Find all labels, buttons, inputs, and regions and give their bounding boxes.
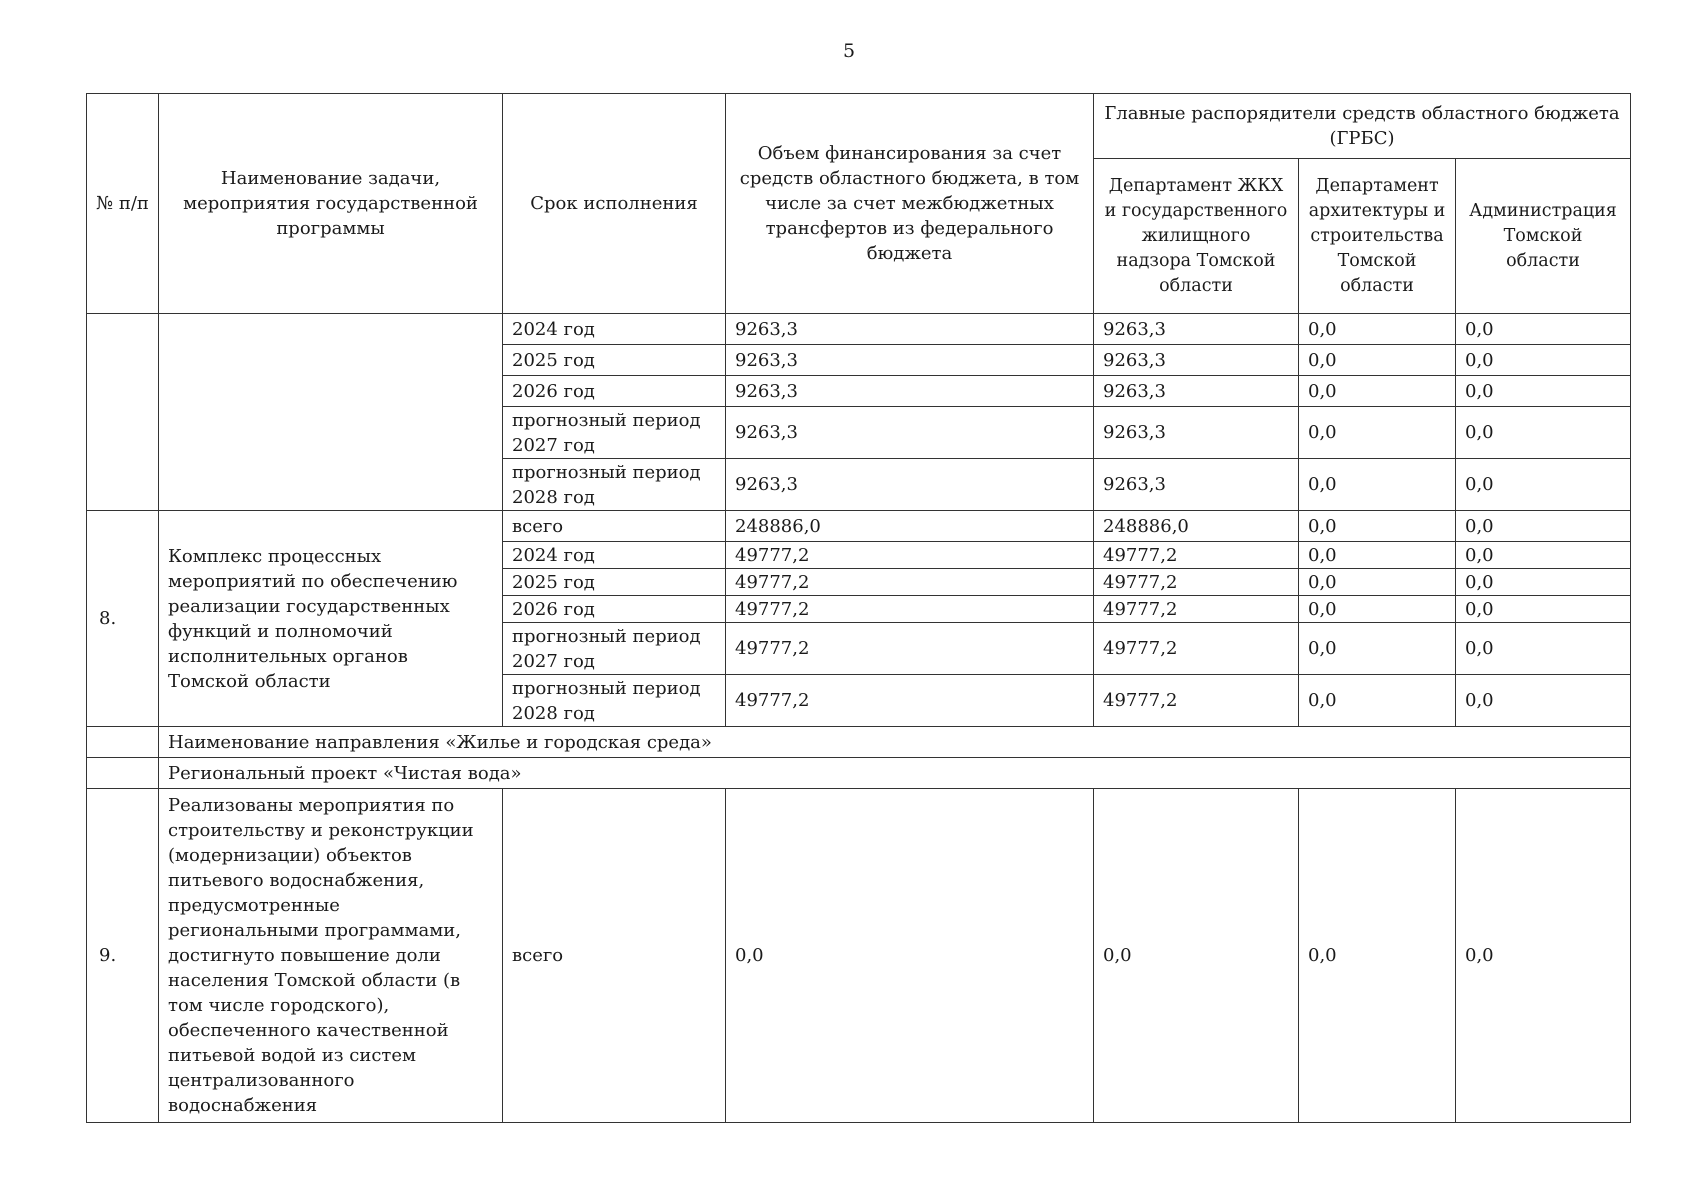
- project-row: [87, 758, 1631, 789]
- table-row: [87, 789, 1631, 1123]
- admin-cell: 0,0: [1456, 596, 1631, 623]
- volume-cell: 49777,2: [726, 596, 1094, 623]
- zhkh-cell: 49777,2: [1094, 596, 1299, 623]
- term-cell: 2025 год: [503, 569, 726, 596]
- arch-cell: 0,0: [1299, 345, 1456, 376]
- prev-name-cell: [159, 314, 503, 511]
- direction-row: [87, 727, 1631, 758]
- arch-cell: 0,0: [1299, 623, 1456, 675]
- volume-cell: 9263,3: [726, 376, 1094, 407]
- project-title: Региональный проект «Чистая вода»: [159, 758, 1631, 789]
- admin-cell: 0,0: [1456, 376, 1631, 407]
- zhkh-cell: 49777,2: [1094, 623, 1299, 675]
- header-dep-arch: Департамент архитектуры и строительства Томской области: [1299, 159, 1456, 314]
- admin-cell: 0,0: [1456, 459, 1631, 511]
- admin-cell: 0,0: [1456, 789, 1631, 1123]
- volume-cell: 0,0: [726, 789, 1094, 1123]
- arch-cell: 0,0: [1299, 314, 1456, 345]
- term-cell: 2025 год: [503, 345, 726, 376]
- term-cell: 2026 год: [503, 376, 726, 407]
- term-cell: 2024 год: [503, 542, 726, 569]
- header-volume: Объем финансирования за счет средств областного бюджета, в том числе за счет межбюджетных трансфертов из федерального бюджета: [726, 94, 1094, 314]
- arch-cell: 0,0: [1299, 511, 1456, 542]
- arch-cell: 0,0: [1299, 789, 1456, 1123]
- volume-cell: 49777,2: [726, 623, 1094, 675]
- arch-cell: 0,0: [1299, 542, 1456, 569]
- zhkh-cell: 49777,2: [1094, 675, 1299, 727]
- zhkh-cell: 49777,2: [1094, 542, 1299, 569]
- page-number: 5: [842, 40, 856, 62]
- admin-cell: 0,0: [1456, 569, 1631, 596]
- volume-cell: 9263,3: [726, 314, 1094, 345]
- arch-cell: 0,0: [1299, 569, 1456, 596]
- volume-cell: 9263,3: [726, 345, 1094, 376]
- task-name: Реализованы мероприятия по строительству и реконструкции (модернизации) объектов питьевого водоснабжения, предусмотренные региональными программами, достигнуто повышение доли населения Томской области (в том числе городского), обеспеченного качественной питьевой водой из систем централизованного водоснабжения: [159, 789, 503, 1123]
- zhkh-cell: 9263,3: [1094, 345, 1299, 376]
- task-name: Комплекс процессных мероприятий по обеспечению реализации государственных функций и полномочий исполнительных органов Томской области: [159, 511, 503, 727]
- project-num-cell: [87, 758, 159, 789]
- volume-cell: 9263,3: [726, 459, 1094, 511]
- term-cell: всего: [503, 789, 726, 1123]
- header-grbs: Главные распорядители средств областного бюджета (ГРБС): [1094, 94, 1631, 159]
- volume-cell: 9263,3: [726, 407, 1094, 459]
- volume-cell: 248886,0: [726, 511, 1094, 542]
- term-cell: прогнозный период 2027 год: [503, 623, 726, 675]
- term-cell: всего: [503, 511, 726, 542]
- financing-table: [86, 93, 1631, 1123]
- admin-cell: 0,0: [1456, 511, 1631, 542]
- zhkh-cell: 248886,0: [1094, 511, 1299, 542]
- zhkh-cell: 49777,2: [1094, 569, 1299, 596]
- admin-cell: 0,0: [1456, 407, 1631, 459]
- arch-cell: 0,0: [1299, 459, 1456, 511]
- term-cell: прогнозный период 2028 год: [503, 675, 726, 727]
- header-name: Наименование задачи, мероприятия государственной программы: [159, 94, 503, 314]
- arch-cell: 0,0: [1299, 376, 1456, 407]
- volume-cell: 49777,2: [726, 542, 1094, 569]
- zhkh-cell: 9263,3: [1094, 407, 1299, 459]
- header-term: Срок исполнения: [503, 94, 726, 314]
- admin-cell: 0,0: [1456, 623, 1631, 675]
- direction-num-cell: [87, 727, 159, 758]
- table-row: [87, 511, 1631, 542]
- volume-cell: 49777,2: [726, 675, 1094, 727]
- admin-cell: 0,0: [1456, 314, 1631, 345]
- volume-cell: 49777,2: [726, 569, 1094, 596]
- term-cell: прогнозный период 2028 год: [503, 459, 726, 511]
- prev-num-cell: [87, 314, 159, 511]
- header-row-1: [87, 94, 1631, 159]
- term-cell: 2024 год: [503, 314, 726, 345]
- row-number: 8.: [87, 511, 159, 727]
- table-row: [87, 314, 1631, 345]
- header-dep-zhkh: Департамент ЖКХ и государственного жилищного надзора Томской области: [1094, 159, 1299, 314]
- header-num: № п/п: [87, 94, 159, 314]
- zhkh-cell: 9263,3: [1094, 459, 1299, 511]
- term-cell: прогнозный период 2027 год: [503, 407, 726, 459]
- arch-cell: 0,0: [1299, 596, 1456, 623]
- admin-cell: 0,0: [1456, 675, 1631, 727]
- header-admin: Администрация Томской области: [1456, 159, 1631, 314]
- admin-cell: 0,0: [1456, 345, 1631, 376]
- zhkh-cell: 0,0: [1094, 789, 1299, 1123]
- zhkh-cell: 9263,3: [1094, 376, 1299, 407]
- arch-cell: 0,0: [1299, 675, 1456, 727]
- direction-title: Наименование направления «Жилье и городская среда»: [159, 727, 1631, 758]
- admin-cell: 0,0: [1456, 542, 1631, 569]
- term-cell: 2026 год: [503, 596, 726, 623]
- arch-cell: 0,0: [1299, 407, 1456, 459]
- zhkh-cell: 9263,3: [1094, 314, 1299, 345]
- row-number: 9.: [87, 789, 159, 1123]
